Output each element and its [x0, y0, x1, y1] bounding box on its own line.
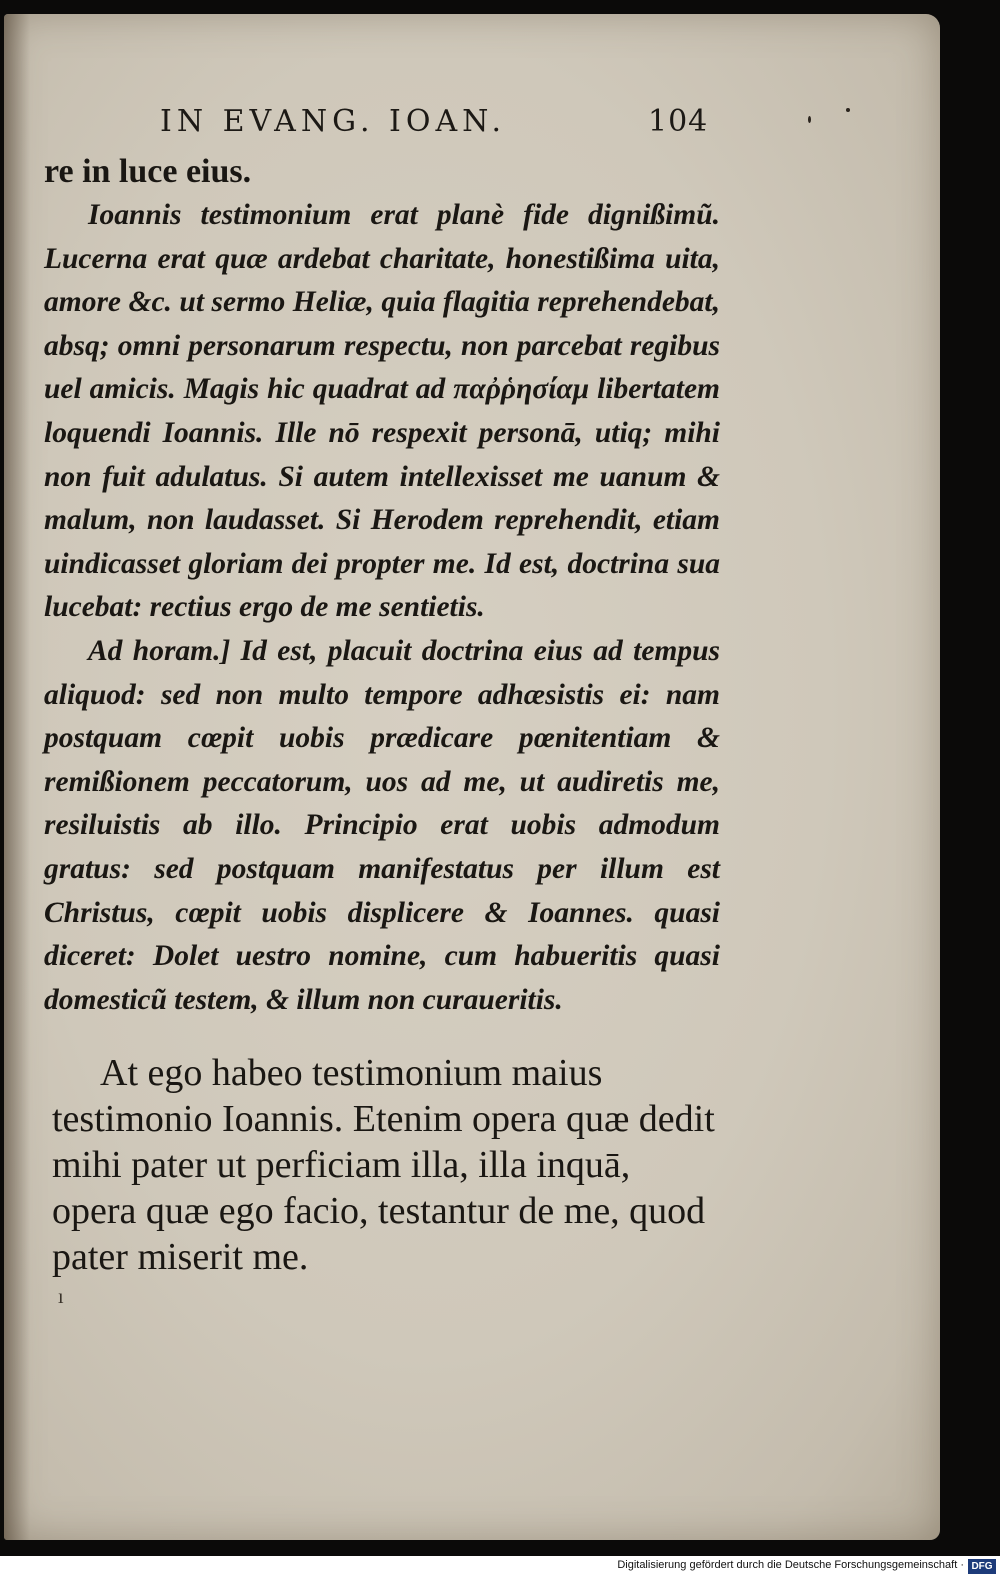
- commentary-block: [44, 194, 720, 1022]
- running-head: IN EVANG. IOAN.: [160, 104, 507, 139]
- ink-speck: [846, 108, 850, 112]
- scripture-verse: [52, 1050, 720, 1280]
- ink-speck: [808, 116, 811, 123]
- funding-credit: Digitalisierung gefördert durch die Deutsche Forschungsgemeinschaft ·: [617, 1559, 964, 1571]
- footer-bar: [0, 1556, 1000, 1578]
- lead-line: re in luce eius.: [44, 153, 252, 190]
- commentary-paragraph: Ioannis testimonium erat planè fide dignißimũ. Lucerna erat quæ ardebat charitate, honestißima uita, amore &c. ut sermo Heliæ, quia flagitia reprehendebat, absq; omni personarum respectu, non parcebat regibus uel amicis. Magis hic quadrat ad παῤῥησίαμ libertatem loquendi Ioannis. Ille nō respexit personā, utiq; mihi non fuit adulatus. Si autem intellexisset me uanum & malum, non laudasset. Si Herodem reprehendit, etiam uindicasset gloriam dei propter me. Id est, doctrina sua lucebat: rectius ergo de me sentietis.: [44, 199, 720, 624]
- commentary-paragraph: Ad horam.] Id est, placuit doctrina eius ad tempus aliquod: sed non multo tempore adhæsistis ei: nam postquam cœpit uobis prædicare pœnitentiam & remißionem peccatorum, uos ad me, ut audiretis me, resiluistis ab illo. Principio erat uobis admodum gratus: sed postquam manifestatus per illum est Christus, cœpit uobis displicere & Ioannes. quasi diceret: Dolet uestro nomine, cum habueritis quasi domesticũ testem, & illum non curaueritis.: [44, 634, 720, 1016]
- page-gutter-shadow: [4, 14, 30, 1540]
- margin-mark: ı: [58, 1286, 64, 1308]
- dfg-logo: DFG: [968, 1559, 996, 1574]
- verse-paragraph: At ego habeo testimonium maius testimonio Ioannis. Etenim opera quæ dedit mihi pater ut perficiam illa, illa inquā, opera quæ ego facio, testantur de me, quod pater miserit me.: [52, 1052, 715, 1278]
- page-number: 104: [648, 104, 709, 139]
